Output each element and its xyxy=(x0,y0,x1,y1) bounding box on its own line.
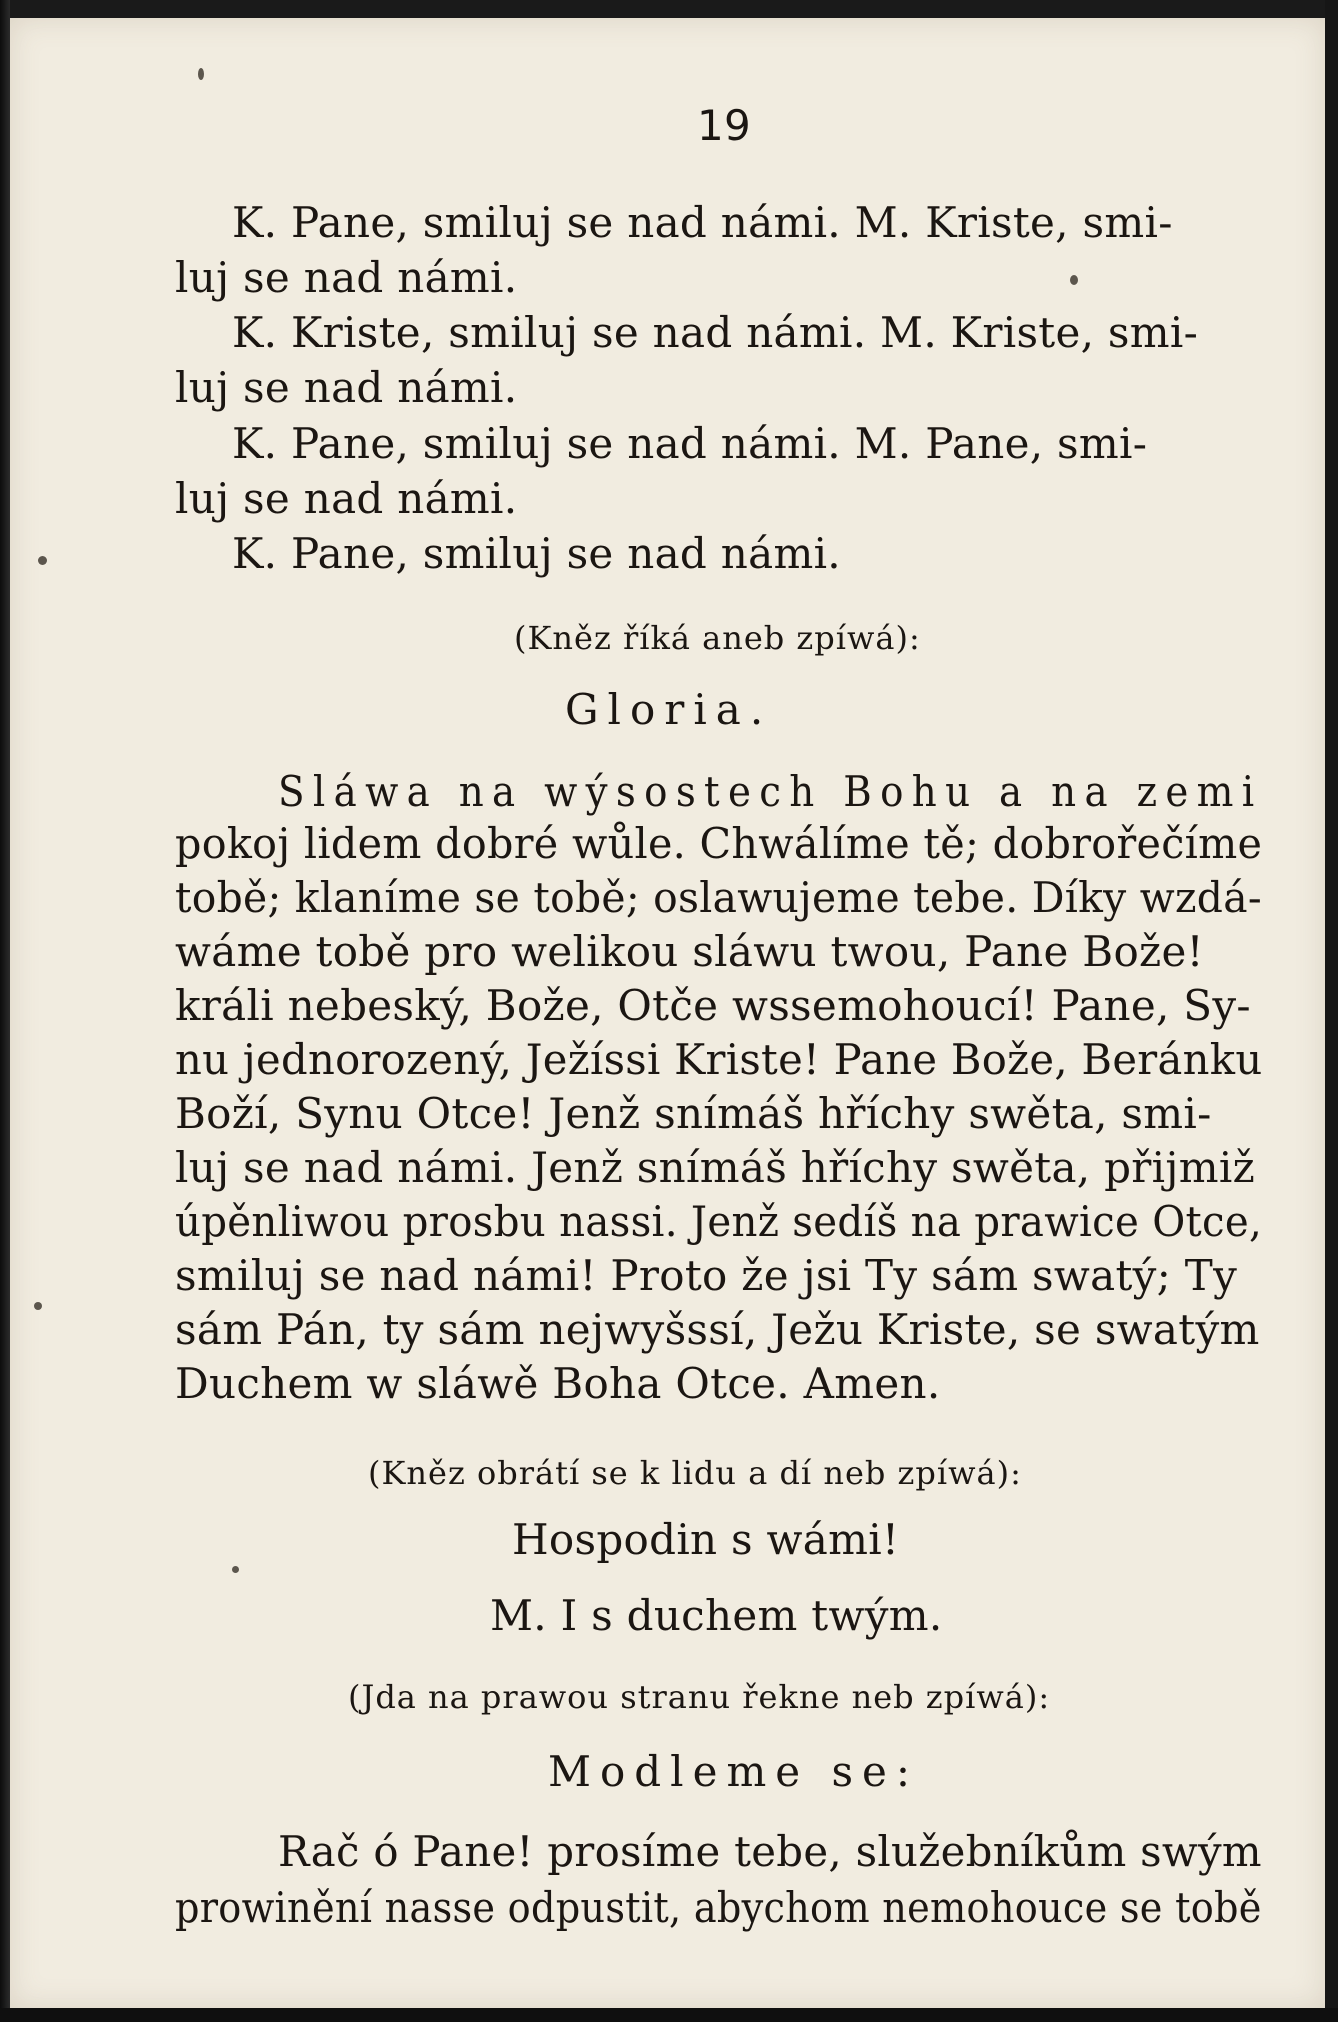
scan-speck xyxy=(232,1566,239,1573)
gloria-line: Sláwa na wýsostech Bohu a na zemi xyxy=(278,767,1263,816)
gloria-line: nu jednorozený, Ježíssi Kriste! Pane Bože, Beránku xyxy=(175,1035,1263,1084)
kyrie-line: K. Pane, smiluj se nad námi. M. Pane, smi- xyxy=(232,419,1148,468)
rubric-turn: (Kněz obrátí se k lidu a dí neb zpíwá): xyxy=(368,1454,1022,1492)
rubric-right: (Jda na prawou stranu řekne neb zpíwá): xyxy=(348,1678,1051,1716)
gloria-line: smiluj se nad námi! Proto že jsi Ty sám swatý; Ty xyxy=(175,1251,1238,1300)
gloria-line: pokoj lidem dobré wůle. Chwálíme tě; dobrořečíme xyxy=(175,819,1263,868)
gloria-line: tobě; klaníme se tobě; oslawujeme tebe. Díky wzdá- xyxy=(175,873,1262,922)
response: M. I s duchem twým. xyxy=(490,1591,943,1640)
kyrie-line: K. Kriste, smiluj se nad námi. M. Kriste, smi- xyxy=(232,308,1199,357)
gloria-line: úpěnliwou prosbu nassi. Jenž sedíš na prawice Otce, xyxy=(175,1197,1263,1246)
rubric-gloria: (Kněz říká aneb zpíwá): xyxy=(514,619,921,657)
prayer-line: prowinění nasse odpustit, abychom nemohouce se tobě xyxy=(175,1883,1262,1932)
gloria-line: Duchem w sláwě Boha Otce. Amen. xyxy=(175,1359,941,1408)
kyrie-line: luj se nad námi. xyxy=(175,253,518,302)
gloria-line: sám Pán, ty sám nejwyšssí, Ježu Kriste, se swatým xyxy=(175,1305,1260,1354)
kyrie-line: K. Pane, smiluj se nad námi. xyxy=(232,529,841,578)
gloria-line: králi nebeský, Bože, Otče wssemohoucí! Pane, Sy- xyxy=(175,981,1251,1030)
scan-speck xyxy=(34,1302,42,1310)
gloria-line: luj se nad námi. Jenž snímáš hříchy swěta, přijmiž xyxy=(175,1143,1256,1192)
oremus-heading: Modleme se: xyxy=(548,1747,920,1796)
page-number: 19 xyxy=(697,101,752,150)
dominus-vobiscum: Hospodin s wámi! xyxy=(512,1515,900,1564)
gloria-line: wáme tobě pro welikou sláwu twou, Pane Bože! xyxy=(175,927,1204,976)
scan-speck xyxy=(198,68,204,80)
gloria-heading: Gloria. xyxy=(565,685,773,734)
scan-speck xyxy=(38,556,47,565)
gloria-line: Boží, Synu Otce! Jenž snímáš hříchy swěta, smi- xyxy=(175,1089,1212,1138)
scan-speck xyxy=(1070,275,1078,285)
kyrie-line: luj se nad námi. xyxy=(175,474,518,523)
kyrie-line: luj se nad námi. xyxy=(175,363,518,412)
prayer-line: Rač ó Pane! prosíme tebe, služebníkům swým xyxy=(278,1827,1262,1876)
kyrie-line: K. Pane, smiluj se nad námi. M. Kriste, smi- xyxy=(232,198,1173,247)
